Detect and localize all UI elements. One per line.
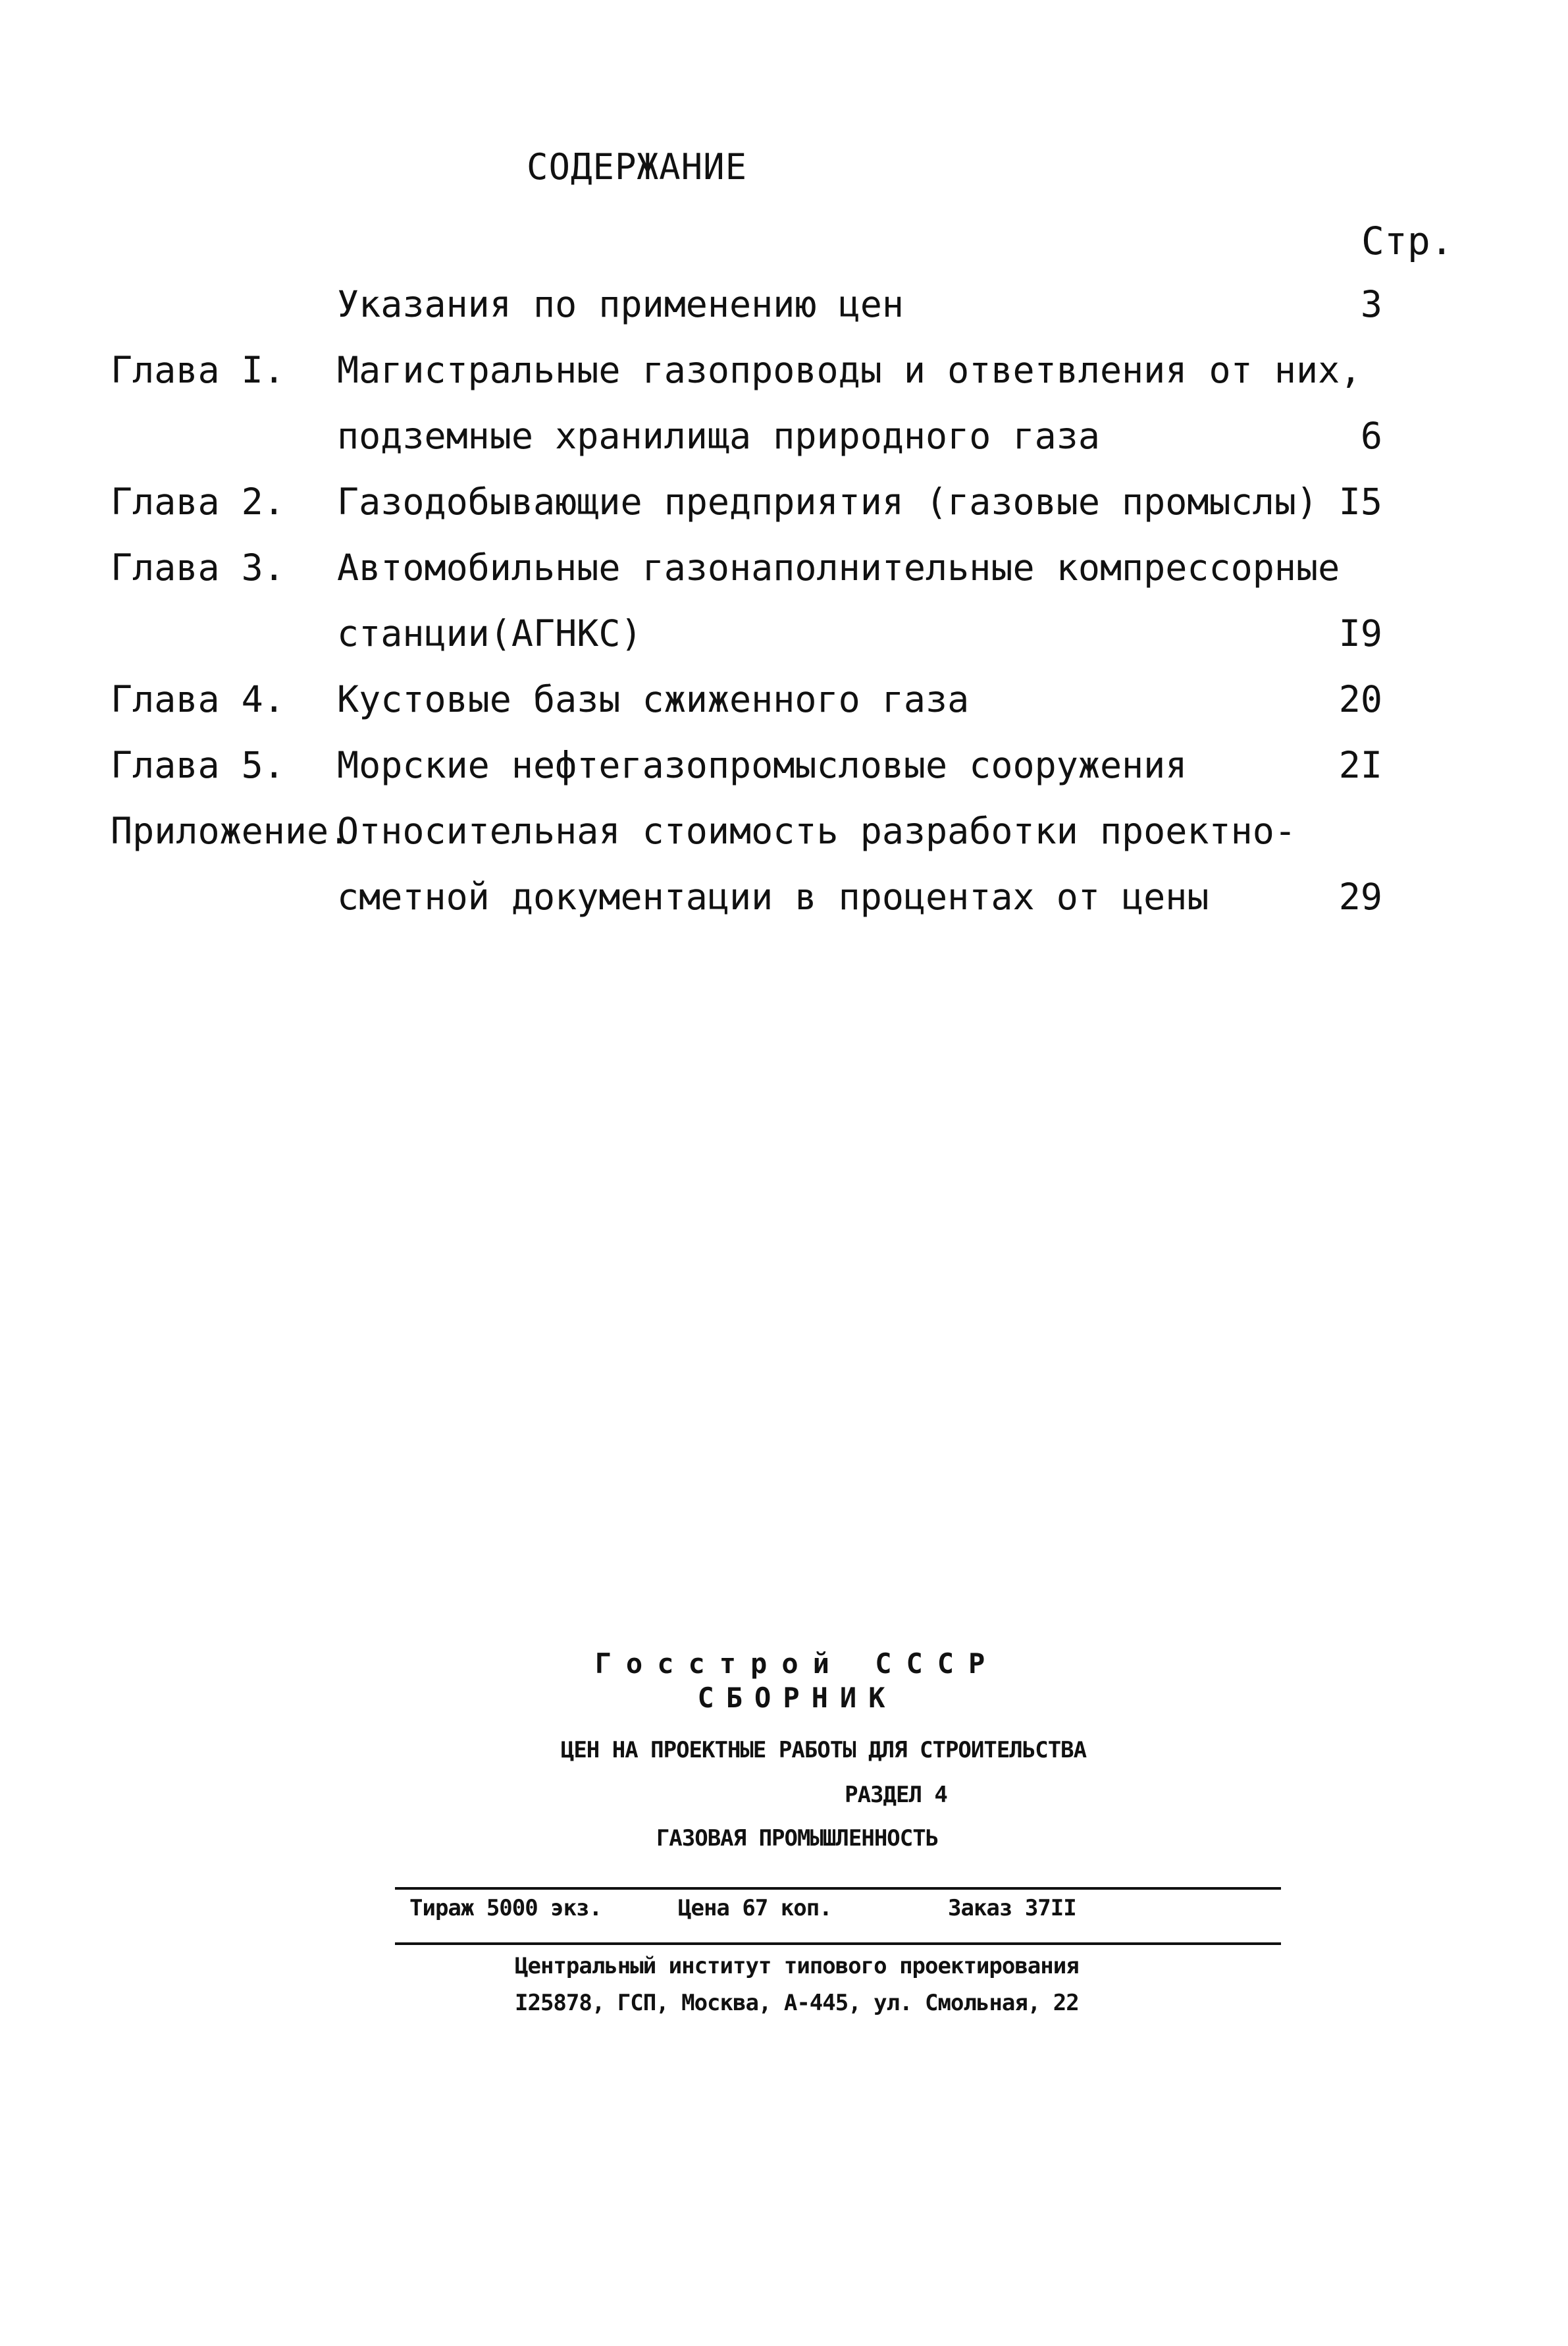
imprint-rule-top bbox=[395, 1887, 1281, 1890]
toc-entry-3-line-1: станции(АГНКС) bbox=[337, 612, 642, 654]
imprint-order: Заказ 37II bbox=[948, 1895, 1076, 1921]
toc-entry-1-page: 6 bbox=[1360, 415, 1382, 457]
toc-entry-5-page: 2I bbox=[1338, 744, 1382, 786]
toc-entry-0-line-0: Указания по применению цен bbox=[337, 283, 904, 325]
imprint-price: Цена 67 коп. bbox=[678, 1895, 832, 1921]
toc-entry-4-page: 20 bbox=[1338, 678, 1382, 720]
toc-entry-6-line-1: сметной документации в процентах от цены bbox=[337, 876, 1209, 918]
toc-entry-1-line-1: подземные хранилища природного газа bbox=[337, 415, 1100, 457]
toc-entry-4-line-0: Кустовые базы сжиженного газа bbox=[337, 678, 970, 720]
toc-entry-4-label: Глава 4. bbox=[111, 678, 285, 720]
toc-entry-6-line-0: Относительная стоимость разработки проектно- bbox=[337, 810, 1296, 852]
imprint-publisher: Центральный институт типового проектирования bbox=[515, 1953, 1079, 1979]
toc-entry-1-label: Глава I. bbox=[111, 349, 285, 391]
imprint-organization: Госстрой СССР bbox=[594, 1647, 1000, 1680]
toc-entry-2-line-0: Газодобывающие предприятия (газовые промыслы) bbox=[337, 481, 1319, 523]
imprint-address: I25878, ГСП, Москва, А-445, ул. Смольная, 22 bbox=[515, 1990, 1079, 2016]
imprint-collection: СБОРНИК bbox=[697, 1682, 897, 1714]
toc-entry-1-line-0: Магистральные газопроводы и ответвления от них, bbox=[337, 349, 1362, 391]
toc-entry-3-page: I9 bbox=[1338, 612, 1382, 654]
toc-entry-2-page: I5 bbox=[1338, 481, 1382, 523]
toc-entry-0-page: 3 bbox=[1360, 283, 1382, 325]
toc-entry-6-page: 29 bbox=[1338, 876, 1382, 918]
imprint-print-run: Тираж 5000 экз. bbox=[409, 1895, 602, 1921]
toc-entry-5-label: Глава 5. bbox=[111, 744, 285, 786]
toc-entry-2-label: Глава 2. bbox=[111, 481, 285, 523]
toc-entry-6-label: Приложение. bbox=[111, 810, 351, 852]
imprint-subject: ЦЕН НА ПРОЕКТНЫЕ РАБОТЫ ДЛЯ СТРОИТЕЛЬСТВА bbox=[560, 1737, 1087, 1763]
toc-title: СОДЕРЖАНИЕ bbox=[527, 146, 748, 188]
page-column-header: Стр. bbox=[1361, 219, 1453, 263]
toc-entry-3-line-0: Автомобильные газонаполнительные компрессорные bbox=[337, 547, 1340, 589]
toc-entry-3-label: Глава 3. bbox=[111, 547, 285, 589]
imprint-section: РАЗДЕЛ 4 bbox=[845, 1782, 947, 1808]
toc-entry-5-line-0: Морские нефтегазопромысловые сооружения bbox=[337, 744, 1188, 786]
imprint-rule-bottom bbox=[395, 1942, 1281, 1945]
imprint-branch: ГАЗОВАЯ ПРОМЫШЛЕННОСТЬ bbox=[656, 1825, 939, 1852]
